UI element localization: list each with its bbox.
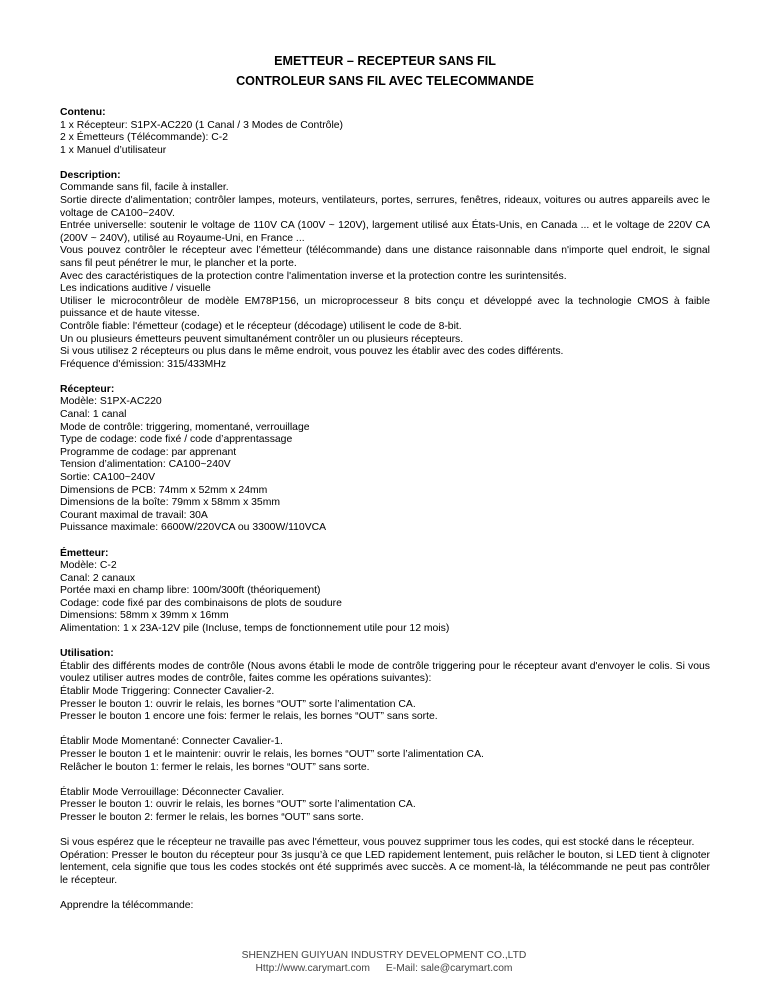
section-recepteur — [60, 384, 710, 535]
text-line: Apprendre la télécommande: — [60, 900, 194, 912]
text-line: 2 x Émetteurs (Télécommande): C-2 — [60, 132, 229, 144]
text-line: Puissance maximale: 6600W/220VCA ou 3300W/110VCA — [60, 522, 327, 534]
page-footer — [0, 950, 768, 975]
text-line: Un ou plusieurs émetteurs peuvent simultanément contrôler un ou plusieurs récepteurs. — [60, 333, 464, 345]
text-line: Relâcher le bouton 1: fermer le relais, les bornes “OUT” sans sorte. — [60, 761, 370, 773]
text-line: Mode de contrôle: triggering, momentané, verrouillage — [60, 421, 310, 433]
text-line: Tension d’alimentation: CA100~240V — [60, 459, 231, 471]
text-line: Canal: 2 canaux — [60, 572, 136, 584]
section-heading: Utilisation: — [60, 648, 114, 660]
text-line: Entrée universelle: soutenir le voltage de 110V CA (100V ~ 120V), largement utilisé aux États-Unis, en Canada ... et le voltage de 220V CA (200V ~ 240V), utilisé au Royaume-Uni, en France ... — [60, 220, 710, 244]
text-line: Alimentation: 1 x 23A-12V pile (Incluse, temps de fonctionnement utile pour 12 mois) — [60, 623, 450, 635]
text-line: Dimensions: 58mm x 39mm x 16mm — [60, 610, 229, 622]
text-line: Presser le bouton 1 encore une fois: fermer le relais, les bornes “OUT” sans sorte. — [60, 711, 438, 723]
text-line: Commande sans fil, facile à installer. — [60, 182, 229, 194]
text-line: 1 x Récepteur: S1PX-AC220 (1 Canal / 3 Modes de Contrôle) — [60, 119, 344, 131]
text-line: Canal: 1 canal — [60, 409, 127, 421]
text-line: Établir Mode Triggering: Connecter Cavalier-2. — [60, 685, 275, 697]
text-line: Modèle: C-2 — [60, 560, 117, 572]
section-description — [60, 170, 710, 372]
section-contenu — [60, 107, 710, 157]
text-line: Si vous espérez que le récepteur ne travaille pas avec l'émetteur, vous pouvez supprimer tous les codes, qui est stocké dans le récepteur. — [60, 837, 695, 849]
text-line: Si vous utilisez 2 récepteurs ou plus dans le même endroit, vous pouvez les établir avec des codes différents. — [60, 346, 564, 358]
text-line: Courant maximal de travail: 30A — [60, 509, 208, 521]
text-line: Sortie: CA100~240V — [60, 472, 156, 484]
text-line: Contrôle fiable: l'émetteur (codage) et le récepteur (décodage) utilisent le code de 8-bit. — [60, 321, 462, 332]
text-line: Portée maxi en champ libre: 100m/300ft (théoriquement) — [60, 585, 321, 597]
section-utilisation — [60, 648, 710, 912]
text-line: Dimensions de la boîte: 79mm x 58mm x 35mm — [60, 497, 281, 509]
section-heading: Contenu: — [60, 107, 106, 118]
section-heading: Récepteur: — [60, 383, 115, 395]
text-line: Établir Mode Momentané: Connecter Cavalier-1. — [60, 736, 283, 748]
section-heading: Émetteur: — [60, 547, 109, 559]
text-line: Établir Mode Verrouillage: Déconnecter Cavalier. — [60, 786, 285, 798]
text-line: Presser le bouton 2: fermer le relais, les bornes “OUT” sans sorte. — [60, 811, 364, 823]
text-line: Établir des différents modes de contrôle (Nous avons établi le mode de contrôle triggering pour le récepteur avant d'envoyer le colis. Si vous voulez utiliser autres modes de contrôle, faites comme les opérations suivantes): — [60, 660, 710, 685]
footer-contact — [0, 963, 768, 976]
text-line: Presser le bouton 1: ouvrir le relais, les bornes “OUT” sorte l’alimentation CA. — [60, 698, 416, 710]
text-line: Modèle: S1PX-AC220 — [60, 396, 162, 408]
text-line: Avec des caractéristiques de la protection contre l'alimentation inverse et la protection contre les surintensités. — [60, 270, 567, 282]
text-line: Vous pouvez contrôler le récepteur avec l’émetteur (télécommande) dans une distance raisonnable dans n'importe quel endroit, le signal sans fil peut pénétrer le mur, le plancher et la porte. — [60, 245, 710, 270]
text-line: Fréquence d'émission: 315/433MHz — [60, 358, 227, 370]
text-line: Utiliser le microcontrôleur de modèle EM78P156, un microprocesseur 8 bits conçu et développé avec la technologie CMOS à faible puissance et de haute vitesse. — [60, 295, 710, 320]
text-line: Presser le bouton 1 et le maintenir: ouvrir le relais, les bornes “OUT” sorte l’alimentation CA. — [60, 748, 484, 760]
text-line: Sortie directe d'alimentation; contrôler lampes, moteurs, ventilateurs, portes, serrures, fenêtres, rideaux, voitures ou autres appareils avec le voltage de CA100~240V. — [60, 195, 710, 219]
document-title: EMETTEUR – RECEPTEUR SANS FIL — [274, 54, 496, 68]
document-subtitle: CONTROLEUR SANS FIL AVEC TELECOMMANDE — [236, 74, 534, 88]
text-line: Opération: Presser le bouton du récepteur pour 3s jusqu’à ce que LED rapidement lentement, puis relâcher le bouton, si LED tient à clignoter lentement, cela signifie que tous les codes stockés ont été supprimés avec succès. A ce moment-là, la télécommande ne peut pas contrôler le récepteur. — [60, 849, 710, 886]
text-line: 1 x Manuel d’utilisateur — [60, 144, 167, 156]
text-line: Les indications auditive / visuelle — [60, 283, 211, 295]
text-line: Codage: code fixé par des combinaisons de plots de soudure — [60, 597, 342, 609]
section-emetteur — [60, 548, 710, 636]
text-line: Programme de codage: par apprenant — [60, 446, 237, 458]
footer-email: E-Mail: sale@carymart.com — [385, 962, 513, 974]
text-line: Dimensions de PCB: 74mm x 52mm x 24mm — [60, 484, 268, 496]
text-line: Type de codage: code fixé / code d’apprentassage — [60, 434, 293, 446]
section-heading: Description: — [60, 169, 121, 181]
footer-website: Http://www.carymart.com — [255, 962, 370, 974]
footer-company: SHENZHEN GUIYUAN INDUSTRY DEVELOPMENT CO.,LTD — [241, 950, 527, 961]
document-page — [60, 0, 710, 925]
text-line: Presser le bouton 1: ouvrir le relais, les bornes “OUT” sorte l’alimentation CA. — [60, 799, 416, 811]
